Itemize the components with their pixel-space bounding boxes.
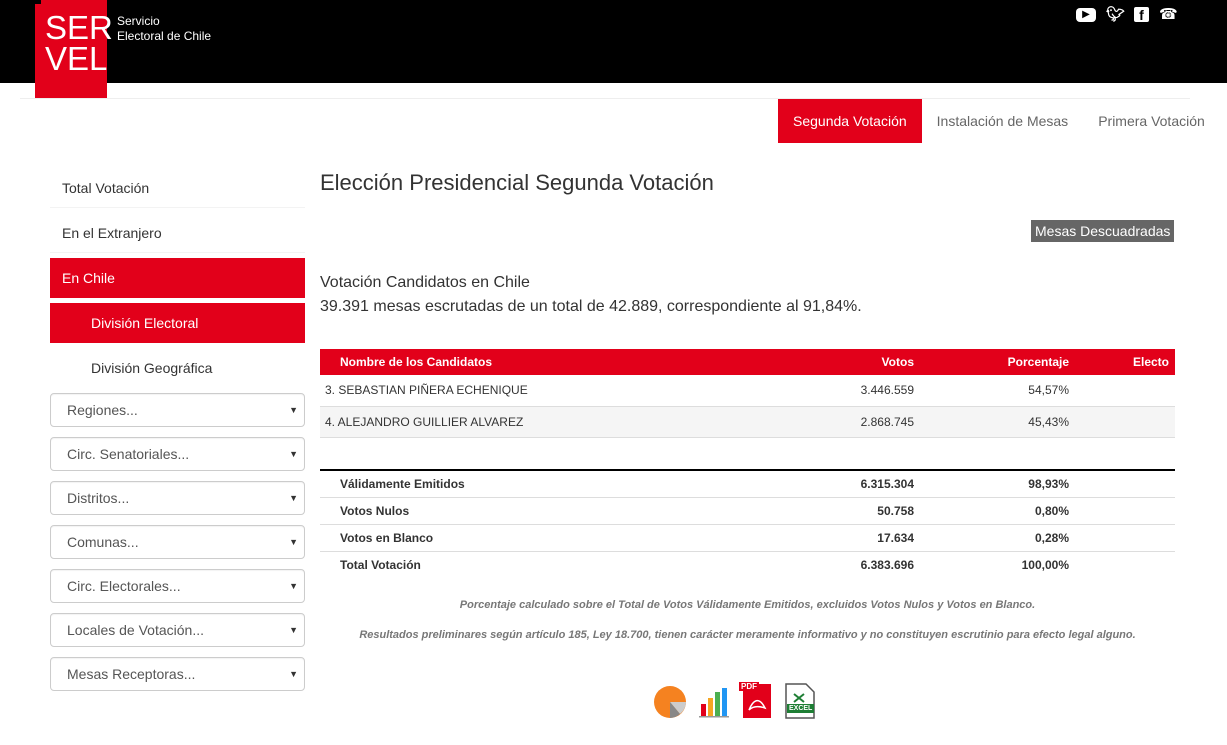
page-title: Elección Presidencial Segunda Votación	[320, 170, 714, 195]
logo-text-line1: SER	[45, 9, 113, 46]
table-row	[320, 551, 1175, 578]
twitter-icon[interactable]: 🐦︎	[1106, 6, 1126, 23]
locales-de-votacion-select[interactable]	[50, 613, 305, 647]
circ-electorales-select-value: Circ. Electorales...	[67, 578, 181, 594]
table-row	[320, 470, 1175, 497]
total-votes: 50.758	[680, 497, 920, 524]
header-candidatos: Nombre de los Candidatos	[340, 355, 493, 369]
table-row	[320, 524, 1175, 551]
total-empty-cell	[1075, 497, 1175, 524]
total-label: Votos Nulos	[320, 497, 680, 524]
candidate-votes: 2.868.745	[860, 414, 914, 429]
mesas-receptoras-select-value: Mesas Receptoras...	[67, 666, 196, 682]
org-name-line2: Electoral de Chile	[117, 29, 212, 43]
candidate-percentage: 45,43%	[1028, 414, 1069, 429]
regiones-select-value: Regiones...	[67, 402, 138, 418]
bar-chart-icon[interactable]	[696, 682, 731, 720]
excel-label: EXCEL	[789, 705, 813, 712]
servel-logo[interactable]	[35, 0, 113, 98]
candidate-votes: 3.446.559	[860, 383, 914, 398]
comunas-select[interactable]	[50, 525, 305, 559]
sidebar-item-division-geografica[interactable]: División Geográfica	[91, 360, 213, 376]
org-name-line1: Servicio	[117, 14, 160, 28]
facebook-icon[interactable]: f	[1134, 7, 1149, 22]
candidate-elected	[1075, 375, 1175, 406]
total-empty-cell	[1075, 524, 1175, 551]
dropdown-arrow-icon: ▼	[289, 405, 298, 415]
distritos-select[interactable]	[50, 481, 305, 515]
total-percentage: 100,00%	[1021, 557, 1069, 572]
percentage-note: Porcentaje calculado sobre el Total de Votos Válidamente Emitidos, excluidos Votos Nulos y Votos en Blanco.	[459, 599, 1036, 611]
legal-note: Resultados preliminares según artículo 185, Ley 18.700, tienen carácter meramente informativo y no constituyen escrutinio para efecto legal alguno.	[359, 629, 1136, 641]
phone-icon[interactable]: ☎	[1159, 6, 1178, 23]
tab-instalacion-de-mesas[interactable]: Instalación de Mesas	[936, 113, 1069, 129]
total-percentage: 0,80%	[920, 497, 1075, 524]
regiones-select[interactable]	[50, 393, 305, 427]
dropdown-arrow-icon: ▼	[289, 625, 298, 635]
pdf-label: PDF	[741, 682, 757, 691]
total-percentage: 98,93%	[920, 470, 1075, 497]
dropdown-arrow-icon: ▼	[289, 449, 298, 459]
candidate-name: 4. ALEJANDRO GUILLIER ALVAREZ	[325, 414, 524, 429]
export-icons	[653, 682, 817, 720]
social-links	[1076, 6, 1177, 24]
candidates-table	[320, 349, 1175, 438]
mesas-receptoras-select[interactable]	[50, 657, 305, 691]
total-votes: 6.383.696	[860, 557, 914, 572]
comunas-select-value: Comunas...	[67, 534, 139, 550]
total-label: Total Votación	[340, 557, 421, 572]
header-bar	[0, 0, 1227, 83]
table-row	[320, 497, 1175, 524]
total-label: Válidamente Emitidos	[320, 470, 680, 497]
circ-senatoriales-select[interactable]	[50, 437, 305, 471]
tab-primera-votacion[interactable]: Primera Votación	[1098, 113, 1205, 129]
circ-electorales-select[interactable]	[50, 569, 305, 603]
results-subtitle: Votación Candidatos en Chile	[320, 274, 530, 291]
header-electo: Electo	[1132, 355, 1169, 369]
header-votos: Votos	[881, 355, 914, 369]
table-header-row	[320, 349, 1175, 375]
mesas-descuadradas-button[interactable]: Mesas Descuadradas	[1031, 220, 1174, 242]
total-empty-cell	[1075, 551, 1175, 578]
table-row	[320, 406, 1175, 437]
table-row	[320, 375, 1175, 406]
header-porcentaje: Porcentaje	[1007, 355, 1069, 369]
sidebar-item-division-electoral[interactable]: División Electoral	[50, 303, 305, 343]
total-votes: 6.315.304	[680, 470, 920, 497]
main-tabs	[778, 99, 1220, 143]
candidate-elected	[1075, 406, 1175, 437]
locales-de-votacion-select-value: Locales de Votación...	[67, 622, 204, 638]
sidebar-item-en-chile[interactable]: En Chile	[50, 258, 305, 298]
dropdown-arrow-icon: ▼	[289, 537, 298, 547]
org-name	[117, 14, 211, 44]
sidebar	[50, 168, 305, 701]
results-summary: 39.391 mesas escrutadas de un total de 42.889, correspondiente al 91,84%.	[320, 298, 862, 315]
excel-icon[interactable]	[782, 682, 817, 720]
sidebar-item-total-votacion[interactable]: Total Votación	[50, 168, 305, 208]
sidebar-item-extranjero[interactable]: En el Extranjero	[50, 213, 305, 253]
total-votes: 17.634	[680, 524, 920, 551]
total-label: Votos en Blanco	[320, 524, 680, 551]
total-empty-cell	[1075, 470, 1175, 497]
dropdown-arrow-icon: ▼	[289, 581, 298, 591]
circ-senatoriales-select-value: Circ. Senatoriales...	[67, 446, 190, 462]
candidate-name: 3. SEBASTIAN PIÑERA ECHENIQUE	[325, 383, 528, 398]
candidate-percentage: 54,57%	[1028, 383, 1069, 398]
dropdown-arrow-icon: ▼	[289, 669, 298, 679]
total-percentage: 0,28%	[920, 524, 1075, 551]
pdf-icon[interactable]	[739, 682, 774, 720]
logo-text-line2: VEL	[45, 40, 108, 77]
youtube-icon[interactable]: ▶	[1076, 8, 1096, 22]
distritos-select-value: Distritos...	[67, 490, 130, 506]
pie-chart-icon[interactable]	[653, 682, 688, 720]
totals-table	[320, 469, 1175, 578]
dropdown-arrow-icon: ▼	[289, 493, 298, 503]
tab-segunda-votacion[interactable]: Segunda Votación	[778, 99, 922, 143]
